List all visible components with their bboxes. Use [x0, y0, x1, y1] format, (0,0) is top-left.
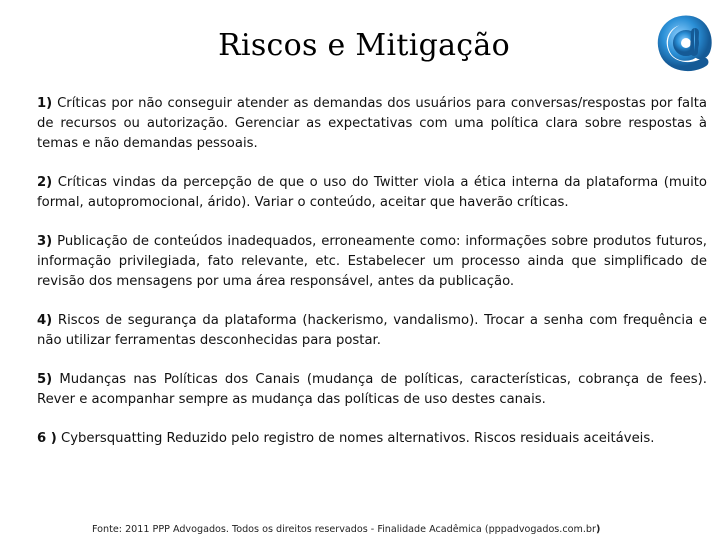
- item-text: Críticas por não conseguir atender as demandas dos usuários para conversas/respostas por falta de recursos ou autorização. Gerenciar as expectativas com uma política clara sobre respostas à temas e não demandas pessoais.: [37, 96, 707, 151]
- item-number: 1): [37, 96, 53, 111]
- footer-text: Fonte: 2011 PPP Advogados. Todos os direitos reservados - Finalidade Acadêmica (pppadvogados.com.br: [92, 524, 596, 535]
- item-text: Publicação de conteúdos inadequados, erroneamente como: informações sobre produtos futuros, informação privilegiada, fato relevante, etc. Estabelecer um processo ainda que simplificado de revisão dos mensagens por uma área responsável, antes da publicação.: [37, 234, 707, 289]
- footer-source: [92, 524, 600, 535]
- item-number: 2): [37, 175, 53, 190]
- item-number: 3): [37, 234, 53, 249]
- item-number: 5): [37, 372, 53, 387]
- risk-item-3: [37, 232, 707, 292]
- risk-item-2: [37, 173, 707, 213]
- item-number: 4): [37, 313, 53, 328]
- risk-item-4: [37, 311, 707, 351]
- item-text: Riscos de segurança da plataforma (hackerismo, vandalismo). Trocar a senha com frequência e não utilizar ferramentas desconhecidas para postar.: [37, 313, 707, 348]
- item-number: 6 ): [37, 431, 57, 446]
- risk-item-5: [37, 370, 707, 410]
- risk-item-1: [37, 94, 707, 154]
- item-text: Críticas vindas da percepção de que o uso do Twitter viola a ética interna da plataforma (muito formal, autopromocional, árido). Variar o conteúdo, aceitar que haverão críticas.: [37, 175, 707, 210]
- item-text: Cybersquatting Reduzido pelo registro de nomes alternativos. Riscos residuais aceitáveis.: [56, 431, 655, 446]
- risk-item-6: [37, 429, 707, 449]
- at-sign-icon: [650, 6, 722, 78]
- risk-list: [37, 94, 707, 468]
- item-text: Mudanças nas Políticas dos Canais (mudança de políticas, características, cobrança de fees). Rever e acompanhar sempre as mudança das políticas de uso destes canais.: [37, 372, 707, 407]
- slide-title: Riscos e Mitigação: [218, 28, 510, 63]
- footer-tail: ): [595, 524, 601, 535]
